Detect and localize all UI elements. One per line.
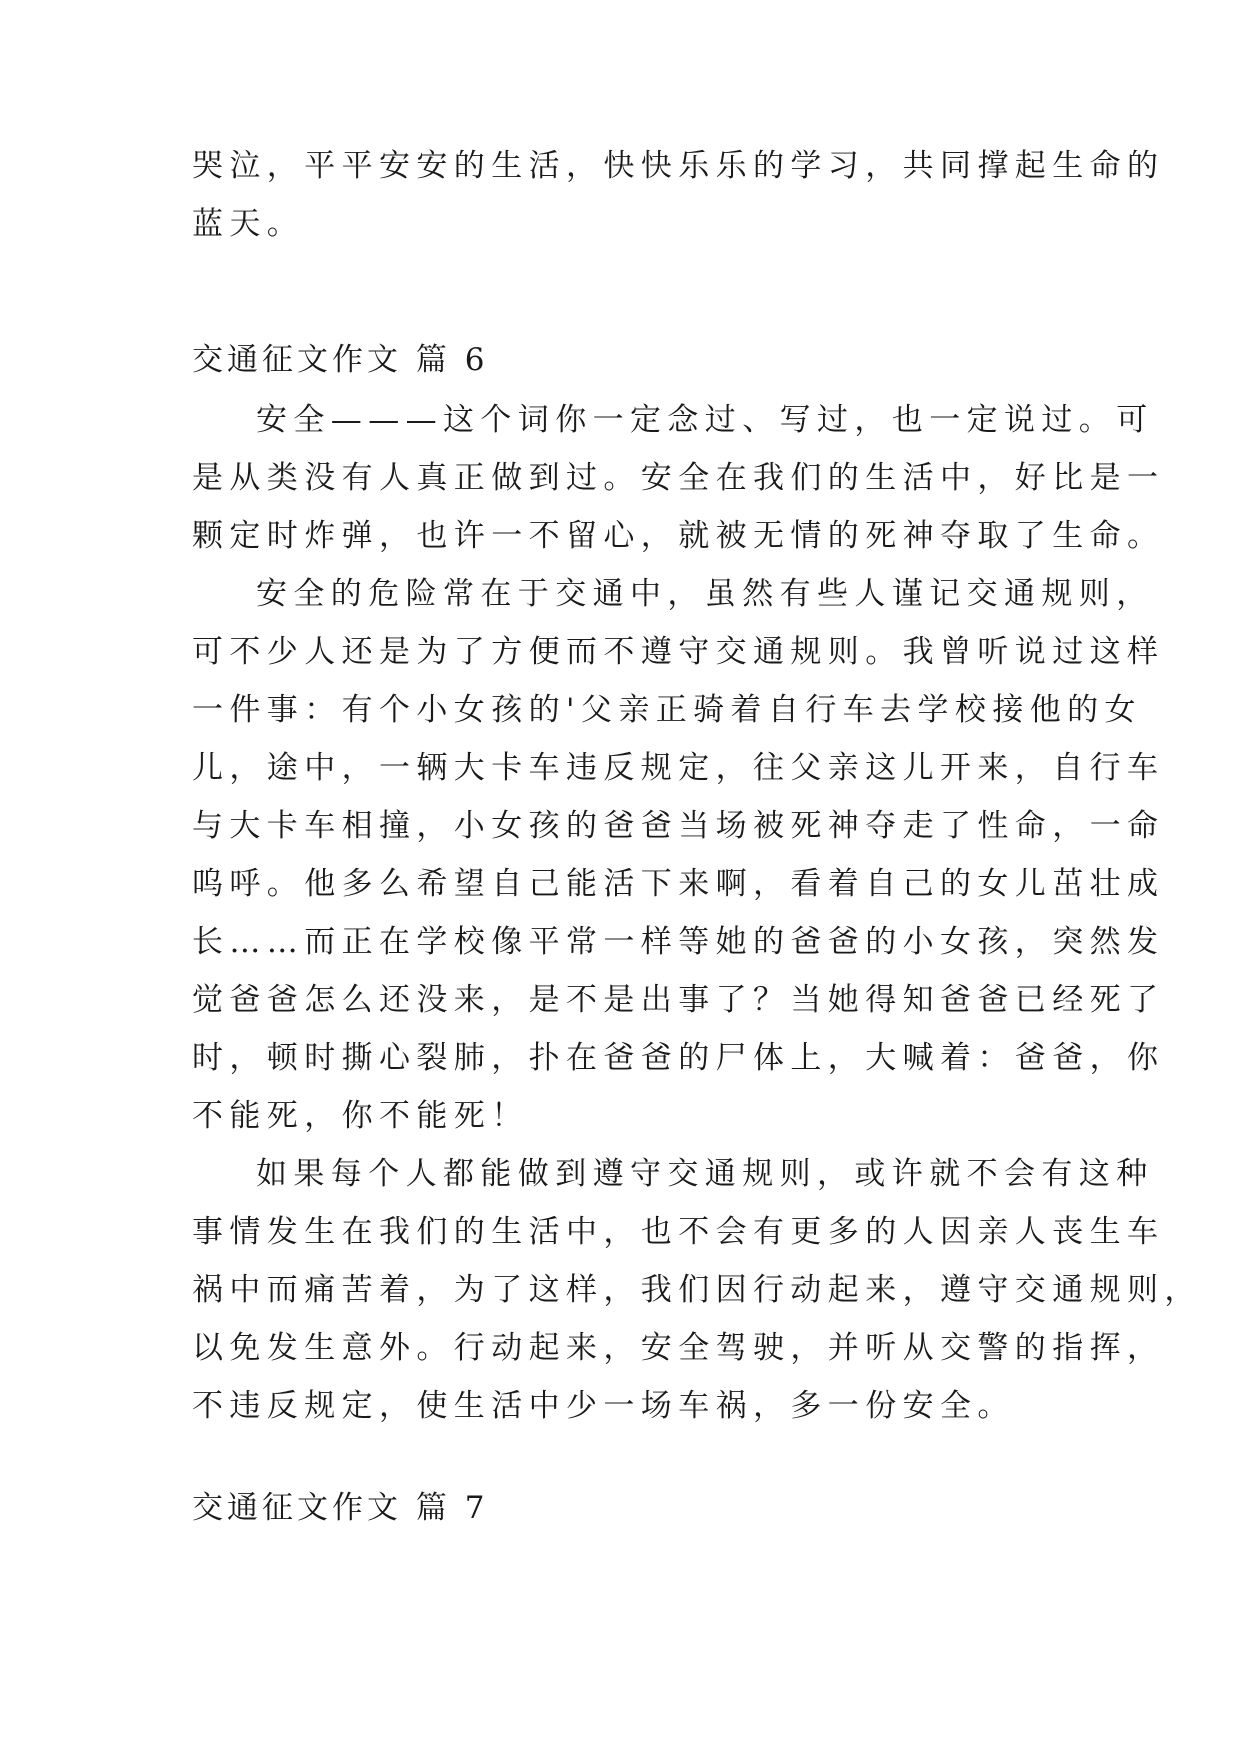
- text-line: 蓝天。: [192, 206, 305, 242]
- paragraph-2-line: 呜呼。他多么希望自己能活下来啊，看着自己的女儿茁壮成: [192, 866, 1165, 902]
- paragraph-2-line: 不能死，你不能死！: [192, 1098, 529, 1134]
- paragraph-3-line: 如果每个人都能做到遵守交通规则，或许就不会有这种: [256, 1156, 1154, 1192]
- essay-body-6: [192, 391, 1202, 1435]
- section-heading-6: 交通征文作文 篇 6: [192, 342, 489, 378]
- paragraph-2-line: 与大卡车相撞，小女孩的爸爸当场被死神夺走了性命，一命: [192, 808, 1165, 844]
- previous-essay-ending: [192, 137, 1165, 253]
- paragraph-2-line: 安全的危险常在于交通中，虽然有些人谨记交通规则，: [256, 576, 1154, 612]
- paragraph-1-line: 安全———这个词你一定念过、写过，也一定说过。可: [256, 402, 1154, 438]
- paragraph-2-line: 时，顿时撕心裂肺，扑在爸爸的尸体上，大喊着：爸爸，你: [192, 1040, 1165, 1076]
- paragraph-2-line: 儿，途中，一辆大卡车违反规定，往父亲这儿开来，自行车: [192, 750, 1165, 786]
- text-line: 哭泣，平平安安的生活，快快乐乐的学习，共同撑起生命的: [192, 148, 1165, 184]
- paragraph-3-line: 不违反规定，使生活中少一场车祸，多一份安全。: [192, 1388, 1015, 1424]
- section-heading-7: 交通征文作文 篇 7: [192, 1490, 489, 1526]
- paragraph-2-line: 可不少人还是为了方便而不遵守交通规则。我曾听说过这样: [192, 634, 1165, 670]
- paragraph-1-line: 是从类没有人真正做到过。安全在我们的生活中，好比是一: [192, 460, 1165, 496]
- paragraph-3-line: 以免发生意外。行动起来，安全驾驶，并听从交警的指挥，: [192, 1330, 1165, 1366]
- paragraph-2-line: 长……而正在学校像平常一样等她的爸爸的小女孩，突然发: [192, 924, 1165, 960]
- paragraph-2-line: 一件事：有个小女孩的'父亲正骑着自行车去学校接他的女: [192, 692, 1142, 728]
- paragraph-2-line: 觉爸爸怎么还没来，是不是出事了？当她得知爸爸已经死了: [192, 982, 1165, 1018]
- paragraph-3-line: 祸中而痛苦着，为了这样，我们因行动起来，遵守交通规则，: [192, 1272, 1202, 1308]
- paragraph-1-line: 颗定时炸弹，也许一不留心，就被无情的死神夺取了生命。: [192, 518, 1165, 554]
- paragraph-3-line: 事情发生在我们的生活中，也不会有更多的人因亲人丧生车: [192, 1214, 1165, 1250]
